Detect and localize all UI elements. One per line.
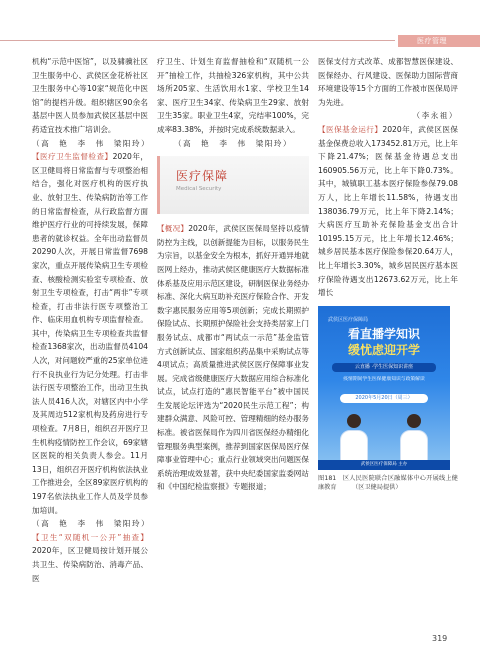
poster-title-line-1: 看直播学知识 [347,326,420,341]
section-title: 医疗保障 [176,169,229,184]
paragraph-text: 2020年，武侯区医保局坚持以疫情防控为主线，以创新提能为目标，以服务民生为宗旨，以基金安全为根本，抓好开通异地就医网上经办，推动武侯区健康医疗大数据标准体系基及应用示范区建设，研制医保业务经办标准、深化大病互助补充医疗保险合作、开发数字惠民服务应用等5项创新；完成长期照护保险试点、长期照护保险社会支持类居家上门服务试点、成都市“两试点一示范”基金监管方式创新试点、国家组织药品集中采购试点等4项试点；高质量推进武侯区医疗保障事业发展。完成省级健康医疗大数据应用综合标准化试点，试点打造的“惠民智能平台”被中国民生发展论坛评选为“2020民生示范工程”；构建群众满意、风险可控、管理精细的经办服务标准。被省医保局作为四川省医保经办精细化管理服务典型案例，推荐到国家医保局医疗保障事业管理中心；重点行业领域突出问题医保系统治理成效显著，获中央纪委国家监委网站和《中国纪检监察报》专题报道； [157,224,309,492]
section-name: 医疗管理 [417,37,447,45]
author-credit: （高 艳 李 伟 梁阳玲） [173,138,293,148]
paragraph: 疗卫生、计划生育监督抽检和“双随机一公开”抽检工作，共抽检326家机构，其中公共场所205家、生活饮用水1家、学校卫生14家、医疗卫生34家、传染病卫生29家、放射卫生35家。职业卫生4家，完结率100%，完成率83.38%，并按时完成系统数据录入。 [157,57,309,134]
subsection-heading: 【医保基金运行】 [318,124,383,134]
paragraph: 医保支付方式改革、成都智慧医保建设、医保经办、行风建设、医保助力国际营商环境建设等15个方面的工作被市医保局评为先进。 [318,57,458,107]
paragraph: 机构“示范中医馆”，以及骕骥社区卫生服务中心、武侯区金花桥社区卫生服务中心等10家“规范化中医馆”的提档升级。组织辖区90余名基层中医人员参加武侯区基层中医药适宜技术推广培训会。 [32,57,148,134]
author-credit: （高 艳 李 伟 梁阳玲） [32,138,151,148]
subsection-heading: 【医疗卫生监督检查】 [32,152,113,162]
header-rule [0,40,395,41]
column-3 [318,55,458,492]
author-credit: （高 艳 李 伟 梁阳玲） [32,519,151,529]
poster-topic: 疫情期间学生医保健康知识与政策解读 [343,376,425,382]
subsection-heading: 【卫生“双随机一公开”抽查】 [32,532,148,542]
livestream-poster-image [318,306,450,470]
page-number: 319 [432,634,448,643]
subsection-heading: 【概况】 [157,224,189,234]
column-1 [32,55,151,585]
poster-date: 2020年5月20日（周三） [340,394,428,403]
author-credit: （李永祖） [412,111,458,121]
poster-logo: 武侯区医疗保障局 [328,316,369,323]
poster-footer: 武侯区医疗保障局 主办 [318,460,450,470]
figure-caption: 图181 区人民医院联合区融媒体中心开展线上健康教育 （区卫健局提供） [318,474,458,491]
doctor-portrait-icon [400,414,428,460]
paragraph [157,222,309,494]
paragraph-text: 2020年，区卫健局按计划开展公共卫生、传染病防治、消毒产品、医 [32,546,148,583]
poster-subtitle: 云直播 ·学生医保知识讲座 [332,363,436,372]
paragraph [32,150,148,517]
section-banner [157,156,309,214]
column-2 [157,55,309,494]
paragraph [32,531,148,585]
section-title-english: Medical Security [176,186,222,193]
poster-title-line-2: 缓忧虑迎开学 [347,342,420,357]
paragraph [318,123,458,300]
doctor-portrait-icon [340,414,368,460]
paragraph-text: 2020年，武侯区医保基金保费总收入173452.81万元，比上年下降21.47%；医保基金待遇总支出160905.56万元，比上年下降0.73%。其中，城镇职工基本医疗保险参保79.08万人，比上年增长11.58%，待遇支出138036.79万元，比上年下降2.14%；大病医疗互助补充保险基金支出合计10195.15万元，比上年增长12.46%；城乡居民基本医疗保险参保20.64万人，比上年增长3.30%，城乡居民医疗基本医疗保险待遇支出12673.62万元，比上年增长 [318,124,458,298]
paragraph-text: 2020年，区卫健局将日常监督与专项整治相结合，强化对医疗机构的医疗执业、放射卫生、传染病防治等工作的日常监督检查，从行政监督方面维护医疗行业的可持续发展，保障患者的就诊权益。全年出动监督员20290人次，开展日常监督7698家次，重点开展传染病卫生专项检查、核酸检测实验室专项检查、放射卫生专项检查，打击“两非”专项检查，打击非法行医专项整治工作、临床用血机构专项监督检查。其中，传染病卫生专项检查共监督检查1368家次，出动监督员4104人次，对问题较严重的25家单位进行不良执业行为记分处理。打击非法行医专项整治工作，出动卫生执法人员416人次，对辖区内中小学及其周边512家机构及药房进行专项检查。7月8日，组织召开医疗卫生机构疫情防控工作会议，69家辖区医院的相关负责人参会。11月13日，组织召开医疗机构依法执业工作推进会，全区89家医疗机构的197名依法执业工作人员及学员参加培训。 [32,152,148,515]
